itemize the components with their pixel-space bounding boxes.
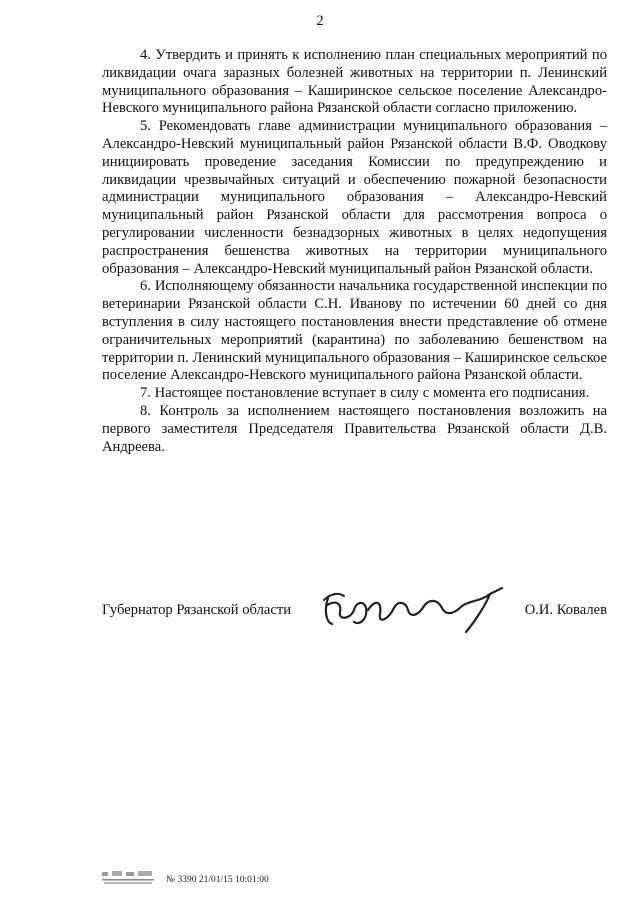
registration-footer bbox=[100, 869, 420, 889]
registry-stamp-logo bbox=[100, 870, 156, 886]
signature-block bbox=[102, 596, 607, 626]
paragraph-6: 6. Исполняющему обязанности начальника государственной инспекции по ветеринарии Рязанской области С.Н. Иванову по истечении 60 дней со дня вступления в силу настоящего постановления внести представление об отмене ограничительных мероприятий (карантина) по заболеванию бешенством на территории п. Ленинский муниципального образования – Каширинское сельское поселение Александро-Невского муниципального района Рязанской области. bbox=[102, 278, 607, 384]
paragraph-8: 8. Контроль за исполнением настоящего постановления возложить на первого заместителя Председателя Правительства Рязанской области Д.В. Андреева. bbox=[102, 402, 607, 455]
handwritten-signature bbox=[320, 580, 505, 636]
registration-number: № 3390 21/01/15 10:01:00 bbox=[166, 875, 269, 885]
signatory-title: Губернатор Рязанской области bbox=[102, 602, 292, 618]
page-number: 2 bbox=[316, 13, 324, 29]
signatory-name: О.И. Ковалев bbox=[524, 602, 607, 618]
paragraph-5: 5. Рекомендовать главе администрации муниципального образования – Александро-Невский муниципальный район Рязанской области В.Ф. Оводкову инициировать проведение заседания Комиссии по предупреждению и ликвидации чрезвычайных ситуаций и обеспечению пожарной безопасности администрации муниципального образования – Александро-Невский муниципальный район Рязанской области для рассмотрения вопроса о регулировании численности безнадзорных животных в целях недопущения распространения бешенства животных на территории муниципального образования – Александро-Невский муниципальный район Рязанской области. bbox=[102, 118, 607, 277]
paragraph-4: 4. Утвердить и принять к исполнению план специальных мероприятий по ликвидации очага заразных болезней животных на территории п. Ленинский муниципального образования – Каширинское сельское поселение Александро-Невского муниципального района Рязанской области согласно приложению. bbox=[102, 47, 607, 117]
document-body bbox=[102, 47, 607, 456]
paragraph-7: 7. Настоящее постановление вступает в силу с момента его подписания. bbox=[140, 385, 590, 402]
